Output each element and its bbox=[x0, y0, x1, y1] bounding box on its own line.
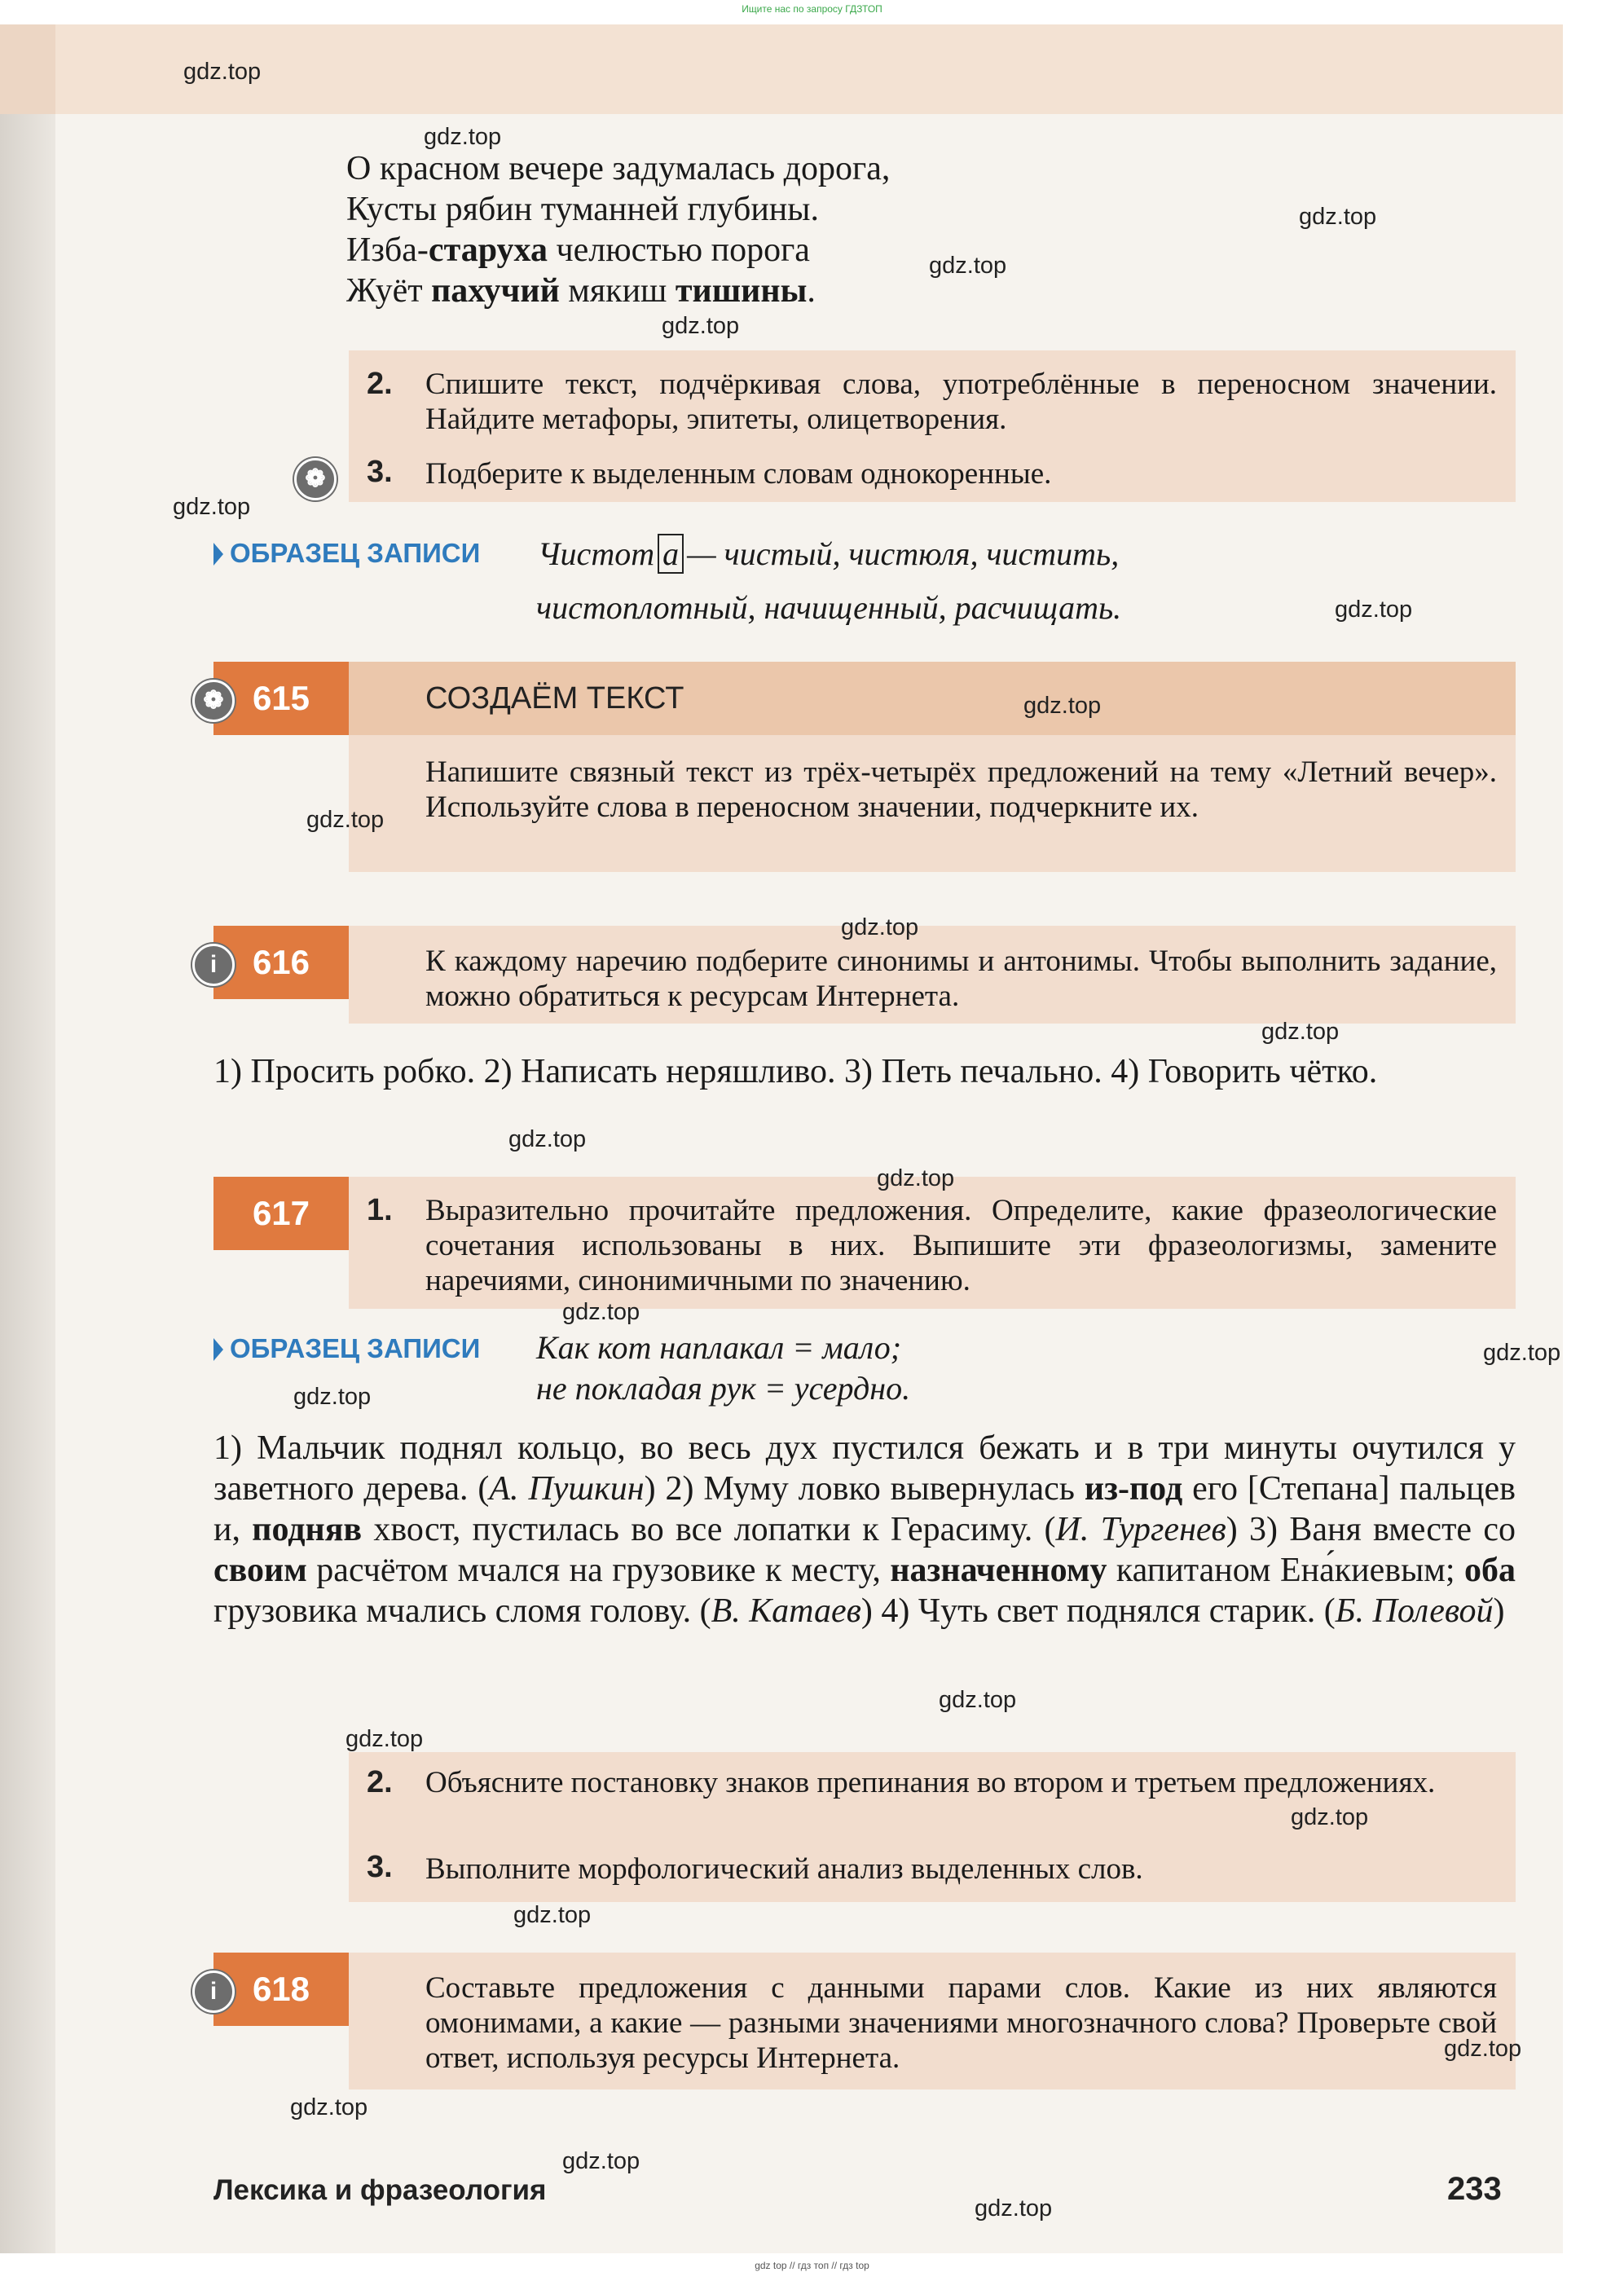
task-text: Объясните постановку знаков препинания во втором и третьем предложениях. bbox=[425, 1766, 1436, 1799]
task-text: Составьте предложения с данными парами слов. Какие из них являются омонимами, а какие — разными значениями многозначного слова? Проверьте свой ответ, используя ресурсы Интернета. bbox=[425, 1971, 1497, 2075]
task-number: 3. bbox=[367, 455, 393, 489]
task-number: 1. bbox=[367, 1193, 393, 1227]
page-binding-edge bbox=[0, 24, 55, 2253]
highlighted-word: подняв bbox=[252, 1511, 363, 1548]
sample-label: ОБРАЗЕЦ ЗАПИСИ bbox=[213, 538, 480, 569]
ending-box: а bbox=[658, 534, 684, 574]
page-number: 233 bbox=[1447, 2171, 1502, 2207]
section-title: Лексика и фразеология bbox=[213, 2174, 547, 2206]
watermark: gdz.top bbox=[877, 1165, 955, 1191]
author: И. Тургенев bbox=[1055, 1511, 1226, 1548]
exercise-body: 1) Просить робко. 2) Написать неряшливо. 3) Петь печально. 4) Говорить чётко. bbox=[213, 1053, 1378, 1090]
task-text: Напишите связный текст из трёх-четырёх предложений на тему «Летний вечер». Используйте слова в переносном значении, подчеркните их. bbox=[425, 755, 1497, 824]
exercise-number: 615 bbox=[213, 662, 349, 735]
watermark: gdz.top bbox=[513, 1902, 592, 1928]
task-number: 3. bbox=[367, 1850, 393, 1884]
highlighted-word: из-под bbox=[1084, 1470, 1183, 1508]
poem-line-1: О красном вечере задумалась дорога, bbox=[346, 150, 891, 187]
watermark: gdz.top bbox=[975, 2195, 1053, 2222]
watermark: gdz.top bbox=[173, 494, 251, 520]
watermark: gdz.top bbox=[1261, 1019, 1340, 1045]
exercise-body: 1) Мальчик поднял кольцо, во весь дух пустился бежать и в три минуты очутился у заветного дерева. (А. Пушкин) 2) Муму ловко вывернулась из-под его [Степана] пальцев и, подняв хвост, пустилась во все лопатки к Герасиму. (И. Тургенев) 3) Ваня вместе со своим расчётом мчался на грузовике к месту, назначенному капитаном Ена́киевым; оба грузовика мчались сломя голову. (В. Катаев) 4) Чуть свет поднялся старик. (Б. Полевой) bbox=[213, 1429, 1516, 1630]
watermark: gdz.top bbox=[306, 807, 385, 833]
watermark: gdz.top bbox=[1299, 204, 1377, 230]
info-icon: i bbox=[192, 1971, 235, 2013]
exercise-number: 616 bbox=[213, 926, 349, 999]
poem-line-3: Изба-старуха челюстью порога bbox=[346, 231, 810, 269]
watermark: gdz.top bbox=[1444, 2036, 1522, 2062]
sample-label: ОБРАЗЕЦ ЗАПИСИ bbox=[213, 1333, 480, 1364]
highlighted-word: назначенному bbox=[890, 1552, 1107, 1589]
watermark: gdz.top bbox=[1483, 1340, 1561, 1366]
watermark: gdz.top bbox=[345, 1726, 424, 1752]
sample-line-1: Чистот а — чистый, чистюля, чистить, bbox=[538, 535, 1120, 572]
top-note: Ищите нас по запросу ГДЗТОП bbox=[742, 3, 882, 15]
watermark: gdz.top bbox=[662, 313, 740, 339]
author: Б. Полевой bbox=[1335, 1592, 1494, 1630]
watermark: gdz.top bbox=[183, 59, 262, 85]
author: В. Катаев bbox=[711, 1592, 861, 1630]
asterisk-icon: ❁ bbox=[294, 458, 337, 500]
task-text: Выразительно прочитайте предложения. Определите, какие фразеологические сочетания использованы в них. Выпишите эти фразеологизмы, замените наречиями, синонимичными по значению. bbox=[425, 1194, 1497, 1297]
top-color-band bbox=[55, 24, 1563, 114]
task-text: Спишите текст, подчёркивая слова, употреблённые в переносном значении. Найдите метафоры, эпитеты, олицетворения. bbox=[425, 368, 1497, 436]
highlighted-word: тишины bbox=[675, 272, 808, 310]
highlighted-word: оба bbox=[1464, 1552, 1516, 1589]
left-color-band bbox=[0, 24, 55, 114]
watermark: gdz.top bbox=[1291, 1804, 1369, 1830]
poem bbox=[346, 148, 890, 311]
watermark: gdz.top bbox=[841, 914, 919, 940]
watermark: gdz.top bbox=[424, 124, 502, 150]
triangle-icon bbox=[213, 543, 223, 566]
info-icon: i bbox=[192, 944, 235, 986]
sample-line-2: не покладая рук = усердно. bbox=[536, 1370, 911, 1407]
watermark: gdz.top bbox=[562, 1299, 640, 1325]
poem-line-4: Жуёт пахучий мякиш тишины. bbox=[346, 272, 816, 310]
exercise-heading: СОЗДАЁМ ТЕКСТ bbox=[425, 681, 684, 716]
task-text: Подберите к выделенным словам однокоренные. bbox=[425, 457, 1052, 491]
watermark: gdz.top bbox=[1023, 693, 1102, 719]
poem-line-2: Кусты рябин туманней глубины. bbox=[346, 191, 820, 228]
exercise-number: 618 bbox=[213, 1953, 349, 2026]
watermark: gdz.top bbox=[929, 253, 1007, 279]
task-text: Выполните морфологический анализ выделенных слов. bbox=[425, 1852, 1143, 1886]
task-number: 2. bbox=[367, 1765, 393, 1799]
exercise-number: 617 bbox=[213, 1177, 349, 1250]
highlighted-word: своим bbox=[213, 1552, 307, 1589]
watermark: gdz.top bbox=[290, 2094, 368, 2120]
task-text: К каждому наречию подберите синонимы и антонимы. Чтобы выполнить задание, можно обратиться к ресурсам Интернета. bbox=[425, 945, 1497, 1013]
task-number: 2. bbox=[367, 367, 393, 401]
watermark: gdz.top bbox=[508, 1126, 587, 1152]
asterisk-icon: ❁ bbox=[192, 680, 235, 722]
watermark: gdz.top bbox=[293, 1384, 372, 1410]
author: А. Пушкин bbox=[489, 1470, 645, 1508]
sample-line-2: чистоплотный, начищенный, расчищать. bbox=[536, 589, 1122, 626]
bottom-note: gdz top // гдз топ // гдз top bbox=[755, 2260, 869, 2271]
watermark: gdz.top bbox=[939, 1687, 1017, 1713]
triangle-icon bbox=[213, 1338, 223, 1361]
watermark: gdz.top bbox=[1335, 597, 1413, 623]
highlighted-word: старуха bbox=[428, 231, 548, 269]
highlighted-word: пахучий bbox=[431, 272, 560, 310]
sample-line-1: Как кот наплакал = мало; bbox=[536, 1329, 902, 1366]
watermark: gdz.top bbox=[562, 2148, 640, 2174]
